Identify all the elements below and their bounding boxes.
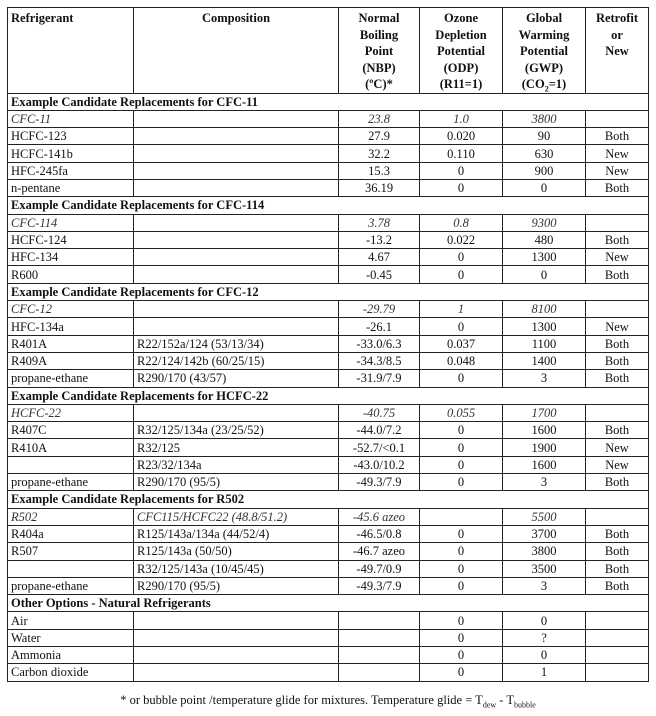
table-row (8, 352, 649, 369)
cell-nbp: -26.1 (339, 318, 420, 335)
cell-odp: 0.020 (420, 128, 503, 145)
table-row (8, 249, 649, 266)
section-title: Example Candidate Replacements for HCFC-22 (8, 387, 649, 404)
cell-gwp: 0 (503, 266, 586, 283)
table-row (8, 508, 649, 525)
cell-gwp: 9300 (503, 214, 586, 231)
cell-composition (134, 249, 339, 266)
cell-composition: R32/125 (134, 439, 339, 456)
cell-nbp (339, 629, 420, 646)
cell-refrigerant: HCFC-124 (8, 231, 134, 248)
cell-refrigerant: CFC-12 (8, 301, 134, 318)
cell-refrigerant: R401A (8, 335, 134, 352)
table-row (8, 404, 649, 421)
table-row (8, 214, 649, 231)
table-body (8, 93, 649, 681)
cell-odp: 0 (420, 249, 503, 266)
cell-retrofit: Both (586, 560, 649, 577)
cell-composition (134, 179, 339, 196)
cell-nbp (339, 647, 420, 664)
cell-odp: 0 (420, 474, 503, 491)
cell-composition: R32/125/143a (10/45/45) (134, 560, 339, 577)
cell-retrofit: Both (586, 266, 649, 283)
table-row (8, 439, 649, 456)
hdr-line (506, 76, 582, 93)
cell-composition: R125/143a (50/50) (134, 543, 339, 560)
cell-retrofit: Both (586, 543, 649, 560)
cell-nbp: 15.3 (339, 162, 420, 179)
cell-refrigerant: CFC-114 (8, 214, 134, 231)
cell-refrigerant: propane-ethane (8, 474, 134, 491)
cell-composition: R290/170 (95/5) (134, 577, 339, 594)
cell-composition: R290/170 (95/5) (134, 474, 339, 491)
hdr-line: (ODP) (443, 60, 479, 75)
cell-gwp: 1600 (503, 456, 586, 473)
cell-gwp: 8100 (503, 301, 586, 318)
cell-odp: 0.048 (420, 352, 503, 369)
cell-odp: 0 (420, 647, 503, 664)
cell-odp: 0 (420, 612, 503, 629)
cell-refrigerant: R507 (8, 543, 134, 560)
cell-nbp: 27.9 (339, 128, 420, 145)
col-nbp (339, 8, 420, 94)
cell-odp: 0.055 (420, 404, 503, 421)
cell-odp: 0 (420, 664, 503, 681)
cell-retrofit: New (586, 456, 649, 473)
hdr-line: (R11=1) (439, 77, 483, 91)
hdr-line: Point (364, 44, 394, 58)
cell-odp: 0 (420, 456, 503, 473)
section-title: Example Candidate Replacements for CFC-11 (8, 93, 649, 110)
table-row (8, 128, 649, 145)
cell-retrofit (586, 110, 649, 127)
cell-retrofit (586, 214, 649, 231)
cell-retrofit: Both (586, 474, 649, 491)
cell-composition: R125/143a/134a (44/52/4) (134, 525, 339, 542)
hdr-line: (ºC)* (365, 77, 393, 91)
cell-nbp: -49.7/0.9 (339, 560, 420, 577)
cell-gwp: 1700 (503, 404, 586, 421)
cell-retrofit: New (586, 318, 649, 335)
hdr-sub: 2 (544, 84, 549, 93)
cell-nbp: 3.78 (339, 214, 420, 231)
cell-refrigerant (8, 560, 134, 577)
cell-refrigerant: Ammonia (8, 647, 134, 664)
cell-composition (134, 214, 339, 231)
cell-gwp: 1300 (503, 318, 586, 335)
cell-retrofit: Both (586, 352, 649, 369)
cell-nbp: -29.79 (339, 301, 420, 318)
header-row (8, 8, 649, 94)
cell-nbp: -49.3/7.9 (339, 474, 420, 491)
section-title: Example Candidate Replacements for R502 (8, 491, 649, 508)
cell-nbp: -46.5/0.8 (339, 525, 420, 542)
cell-retrofit: Both (586, 179, 649, 196)
cell-nbp: -13.2 (339, 231, 420, 248)
cell-composition: R23/32/134a (134, 456, 339, 473)
footnote (0, 693, 656, 708)
cell-nbp (339, 664, 420, 681)
cell-composition (134, 145, 339, 162)
section-title: Example Candidate Replacements for CFC-12 (8, 283, 649, 300)
cell-nbp: -49.3/7.9 (339, 577, 420, 594)
cell-composition: R290/170 (43/57) (134, 370, 339, 387)
cell-gwp: 3 (503, 577, 586, 594)
footnote-sub: bubble (513, 700, 536, 710)
cell-gwp: 630 (503, 145, 586, 162)
cell-composition: R32/125/134a (23/25/52) (134, 422, 339, 439)
refrigerant-table (7, 7, 649, 682)
table-row (8, 647, 649, 664)
cell-odp: 0.8 (420, 214, 503, 231)
cell-odp: 0 (420, 543, 503, 560)
footnote-text: - T (496, 693, 514, 707)
cell-odp: 0 (420, 266, 503, 283)
table-row (8, 560, 649, 577)
cell-odp: 1.0 (420, 110, 503, 127)
cell-refrigerant: Water (8, 629, 134, 646)
hdr-line: or (611, 27, 623, 42)
cell-refrigerant: propane-ethane (8, 577, 134, 594)
table-row (8, 664, 649, 681)
cell-odp: 0 (420, 439, 503, 456)
cell-odp: 0 (420, 577, 503, 594)
section-header-row (8, 197, 649, 214)
cell-odp: 0 (420, 525, 503, 542)
cell-gwp: 900 (503, 162, 586, 179)
cell-nbp: -31.9/7.9 (339, 370, 420, 387)
cell-refrigerant: R409A (8, 352, 134, 369)
cell-retrofit (586, 301, 649, 318)
footnote-text: * or bubble point /temperature glide for mixtures. Temperature glide = T (120, 693, 483, 707)
cell-refrigerant: Air (8, 612, 134, 629)
cell-retrofit (586, 404, 649, 421)
table-row (8, 231, 649, 248)
table-row (8, 456, 649, 473)
section-title: Example Candidate Replacements for CFC-114 (8, 197, 649, 214)
table-row (8, 318, 649, 335)
cell-retrofit: Both (586, 525, 649, 542)
table-row (8, 145, 649, 162)
cell-odp: 0.022 (420, 231, 503, 248)
cell-odp: 0.110 (420, 145, 503, 162)
cell-refrigerant (8, 456, 134, 473)
cell-composition: R22/124/142b (60/25/15) (134, 352, 339, 369)
cell-gwp: 3800 (503, 110, 586, 127)
cell-refrigerant: CFC-11 (8, 110, 134, 127)
cell-gwp: 3 (503, 474, 586, 491)
hdr-line: Depletion (435, 27, 487, 42)
section-header-row (8, 93, 649, 110)
cell-composition (134, 128, 339, 145)
cell-gwp: 1300 (503, 249, 586, 266)
table-row (8, 266, 649, 283)
table-row (8, 543, 649, 560)
cell-retrofit (586, 664, 649, 681)
cell-nbp: -0.45 (339, 266, 420, 283)
cell-retrofit: Both (586, 422, 649, 439)
cell-odp: 1 (420, 301, 503, 318)
hdr-text: =1) (548, 77, 567, 91)
section-title: Other Options - Natural Refrigerants (8, 595, 649, 612)
footnote-sub: dew (482, 700, 497, 710)
cell-gwp: 1 (503, 664, 586, 681)
cell-refrigerant: HFC-134a (8, 318, 134, 335)
section-header-row (8, 491, 649, 508)
cell-gwp: ? (503, 629, 586, 646)
cell-gwp: 5500 (503, 508, 586, 525)
cell-refrigerant: HCFC-22 (8, 404, 134, 421)
cell-composition (134, 110, 339, 127)
cell-gwp: 3500 (503, 560, 586, 577)
cell-retrofit: New (586, 249, 649, 266)
col-odp (420, 8, 503, 94)
cell-nbp: -43.0/10.2 (339, 456, 420, 473)
cell-odp: 0 (420, 560, 503, 577)
cell-nbp: -34.3/8.5 (339, 352, 420, 369)
cell-gwp: 1600 (503, 422, 586, 439)
cell-gwp: 0 (503, 179, 586, 196)
cell-gwp: 480 (503, 231, 586, 248)
cell-nbp: 32.2 (339, 145, 420, 162)
col-refrigerant: Refrigerant (8, 8, 134, 94)
table-row (8, 301, 649, 318)
cell-retrofit: Both (586, 335, 649, 352)
cell-retrofit: Both (586, 577, 649, 594)
cell-nbp (339, 612, 420, 629)
cell-composition (134, 231, 339, 248)
section-header-row (8, 387, 649, 404)
table-row (8, 629, 649, 646)
cell-composition: CFC115/HCFC22 (48.8/51.2) (134, 508, 339, 525)
cell-refrigerant: propane-ethane (8, 370, 134, 387)
cell-nbp: 4.67 (339, 249, 420, 266)
table-row (8, 162, 649, 179)
cell-refrigerant: HFC-245fa (8, 162, 134, 179)
hdr-line: Boiling (359, 27, 399, 42)
hdr-line: Global (525, 11, 563, 25)
section-header-row (8, 595, 649, 612)
hdr-line: Warming (518, 27, 570, 42)
table-row (8, 370, 649, 387)
cell-retrofit: New (586, 162, 649, 179)
cell-refrigerant: R404a (8, 525, 134, 542)
cell-gwp: 1400 (503, 352, 586, 369)
cell-refrigerant: Carbon dioxide (8, 664, 134, 681)
cell-composition (134, 404, 339, 421)
table-row (8, 612, 649, 629)
table-row (8, 422, 649, 439)
cell-odp: 0 (420, 370, 503, 387)
col-composition: Composition (134, 8, 339, 94)
cell-refrigerant: HFC-134 (8, 249, 134, 266)
cell-nbp: -33.0/6.3 (339, 335, 420, 352)
cell-composition (134, 664, 339, 681)
hdr-line: (NBP) (362, 60, 396, 75)
cell-composition: R22/152a/124 (53/13/34) (134, 335, 339, 352)
cell-odp: 0 (420, 422, 503, 439)
cell-odp: 0 (420, 629, 503, 646)
cell-odp: 0 (420, 179, 503, 196)
cell-retrofit: Both (586, 231, 649, 248)
cell-retrofit: New (586, 439, 649, 456)
cell-retrofit: Both (586, 128, 649, 145)
cell-refrigerant: R407C (8, 422, 134, 439)
cell-composition (134, 301, 339, 318)
col-gwp (503, 8, 586, 94)
hdr-line: New (605, 44, 629, 58)
hdr-text: (CO (521, 77, 545, 91)
table-row (8, 179, 649, 196)
cell-composition (134, 612, 339, 629)
hdr-line: Potential (437, 44, 485, 58)
cell-composition (134, 629, 339, 646)
cell-composition (134, 266, 339, 283)
cell-retrofit (586, 629, 649, 646)
cell-odp: 0 (420, 318, 503, 335)
cell-gwp: 3 (503, 370, 586, 387)
cell-refrigerant: n-pentane (8, 179, 134, 196)
cell-composition (134, 647, 339, 664)
cell-composition (134, 162, 339, 179)
cell-gwp: 1900 (503, 439, 586, 456)
table-row (8, 525, 649, 542)
cell-retrofit (586, 508, 649, 525)
hdr-line: Retrofit (595, 11, 639, 25)
table-row (8, 474, 649, 491)
cell-refrigerant: HCFC-123 (8, 128, 134, 145)
cell-composition (134, 318, 339, 335)
cell-refrigerant: R502 (8, 508, 134, 525)
cell-nbp: -52.7/<0.1 (339, 439, 420, 456)
cell-retrofit (586, 647, 649, 664)
cell-refrigerant: HCFC-141b (8, 145, 134, 162)
table-row (8, 335, 649, 352)
cell-nbp: -45.6 azeo (339, 508, 420, 525)
cell-nbp: -44.0/7.2 (339, 422, 420, 439)
table-row (8, 110, 649, 127)
cell-retrofit: Both (586, 370, 649, 387)
cell-gwp: 1100 (503, 335, 586, 352)
cell-retrofit (586, 612, 649, 629)
cell-gwp: 3700 (503, 525, 586, 542)
cell-gwp: 3800 (503, 543, 586, 560)
cell-odp: 0 (420, 162, 503, 179)
cell-refrigerant: R600 (8, 266, 134, 283)
cell-gwp: 0 (503, 647, 586, 664)
hdr-line: Potential (520, 44, 568, 58)
cell-retrofit: New (586, 145, 649, 162)
cell-refrigerant: R410A (8, 439, 134, 456)
cell-nbp: -46.7 azeo (339, 543, 420, 560)
cell-odp: 0.037 (420, 335, 503, 352)
table-row (8, 577, 649, 594)
hdr-line: Ozone (443, 11, 479, 25)
col-retrofit (586, 8, 649, 94)
cell-nbp: 36.19 (339, 179, 420, 196)
hdr-line: (GWP) (524, 60, 564, 75)
cell-nbp: -40.75 (339, 404, 420, 421)
cell-odp (420, 508, 503, 525)
cell-nbp: 23.8 (339, 110, 420, 127)
hdr-line: Normal (358, 11, 400, 25)
section-header-row (8, 283, 649, 300)
cell-gwp: 0 (503, 612, 586, 629)
cell-gwp: 90 (503, 128, 586, 145)
